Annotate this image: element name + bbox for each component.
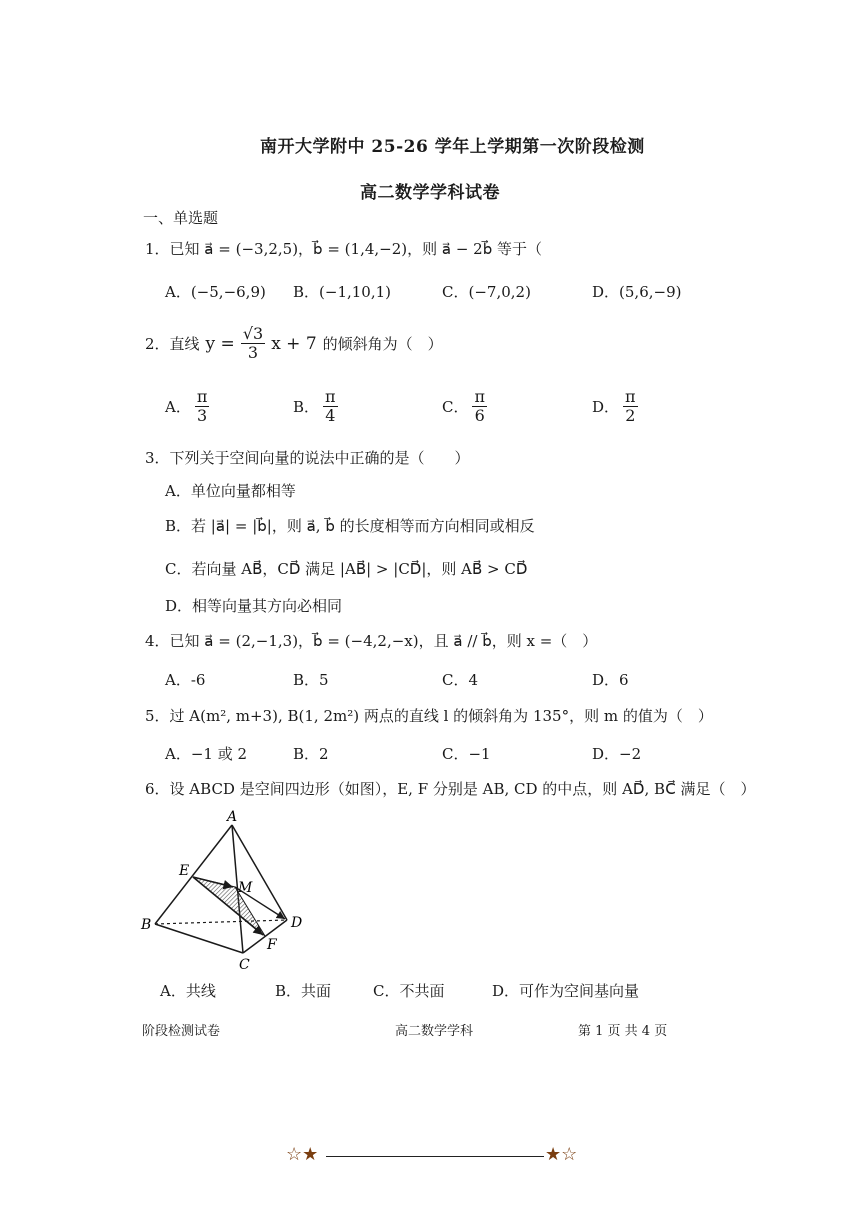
fraction-denominator: 4 [325, 406, 336, 426]
question-5-option-d: D．−2 [592, 745, 642, 763]
ornament-right-stars: ★☆ [545, 1144, 578, 1165]
fraction-numerator: π [325, 387, 336, 406]
question-3-option-d: D．相等向量其方向必相同 [165, 597, 343, 615]
edge-ab [155, 825, 232, 924]
option-fraction [472, 388, 487, 426]
question-4-stem: 4．已知 a⃗ = (2,−1,3)，b⃗ = (−4,2,−x)，且 a⃗ // b⃗，则 x =（ ） [145, 632, 598, 650]
question-4-option-c: C．4 [442, 671, 479, 689]
question-4-option-d: D．6 [592, 671, 629, 689]
question-4-option-a: A．-6 [165, 671, 206, 689]
question-6-option-a: A．共线 [160, 982, 216, 1000]
question-4-option-b: B．5 [293, 671, 329, 689]
footer-right: 第 1 页 共 4 页 [578, 1024, 668, 1039]
fraction-numerator: π [625, 387, 636, 406]
footer-center: 高二数学学科 [395, 1024, 474, 1039]
question-1-stem: 1．已知 a⃗ = (−3,2,5)，b⃗ = (1,4,−2)，则 a⃗ − 2b⃗ 等于（ [145, 240, 543, 258]
fraction-denominator: 3 [197, 406, 208, 426]
option-fraction [323, 388, 338, 426]
question-3-stem: 3．下列关于空间向量的说法中正确的是（ ） [145, 449, 470, 467]
question-1-option-d: D．(5,6,−9) [592, 283, 682, 301]
ornament-left-stars: ☆★ [286, 1144, 319, 1165]
label-f: F [267, 937, 277, 953]
question-3-option-a: A．单位向量都相等 [165, 482, 296, 500]
label-b: B [141, 917, 152, 933]
question-2-lhs: y = [205, 333, 235, 354]
question-3-option-b: B．若 |a⃗| = |b⃗|，则 a⃗, b⃗ 的长度相等而方向相同或相反 [165, 517, 535, 535]
edge-bd-dashed [155, 920, 287, 924]
exam-subtitle: 高二数学学科试卷 [360, 183, 500, 203]
label-d: D [291, 915, 303, 931]
label-a: A [227, 809, 238, 825]
question-2-suffix: 的倾斜角为（ ） [322, 335, 443, 354]
edge-cd [243, 920, 287, 953]
question-1-option-a: A．(−5,−6,9) [165, 283, 266, 301]
question-6-option-d: D．可作为空间基向量 [492, 982, 640, 1000]
question-2-option-c [442, 388, 487, 426]
question-2-stem [145, 325, 443, 363]
option-label: D． [592, 398, 620, 417]
question-5-option-b: B．2 [293, 745, 329, 763]
option-label: A． [165, 398, 191, 417]
question-5-stem: 5．过 A(m², m+3), B(1, 2m²) 两点的直线 l 的倾斜角为 135°，则 m 的值为（ ） [145, 707, 713, 725]
question-2-option-d [592, 388, 638, 426]
fraction-denominator: 6 [474, 406, 485, 426]
question-3-option-c: C．若向量 AB⃗，CD⃗ 满足 |AB⃗| > |CD⃗|，则 AB⃗ > CD⃗ [165, 560, 528, 578]
question-5-option-c: C．−1 [442, 745, 491, 763]
fraction-denominator: 3 [247, 343, 259, 363]
option-fraction [195, 388, 210, 426]
ornament-line [326, 1156, 544, 1157]
question-1-option-b: B．(−1,10,1) [293, 283, 392, 301]
question-6-stem: 6．设 ABCD 是空间四边形（如图），E, F 分别是 AB, CD 的中点，则 AD⃗, BC⃗ 满足（ ） [145, 780, 756, 798]
fraction-numerator: π [474, 387, 485, 406]
footer-left: 阶段检测试卷 [142, 1024, 221, 1039]
option-label: B． [293, 398, 320, 417]
section-label: 一、单选题 [143, 209, 219, 227]
question-5-option-a: A．−1 或 2 [165, 745, 248, 763]
question-2-prefix: 2．直线 [145, 335, 200, 354]
label-c: C [239, 957, 250, 973]
question-2-rhs: x + 7 [271, 333, 317, 354]
exam-title: 南开大学附中 25-26 学年上学期第一次阶段检测 [260, 137, 645, 157]
tetrahedron-figure [135, 805, 325, 975]
question-2-fraction [241, 325, 265, 363]
question-6-option-b: B．共面 [275, 982, 332, 1000]
option-label: C． [442, 398, 469, 417]
fraction-numerator: π [196, 387, 208, 406]
question-2-option-b [293, 388, 338, 426]
fraction-denominator: 2 [625, 406, 636, 426]
question-6-option-c: C．不共面 [373, 982, 445, 1000]
label-e: E [179, 863, 190, 879]
label-m: M [238, 880, 253, 896]
fraction-numerator: √3 [242, 324, 264, 343]
option-fraction [623, 388, 638, 426]
question-1-option-c: C．(−7,0,2) [442, 283, 531, 301]
question-2-option-a [165, 388, 209, 426]
edge-bc [155, 924, 243, 953]
